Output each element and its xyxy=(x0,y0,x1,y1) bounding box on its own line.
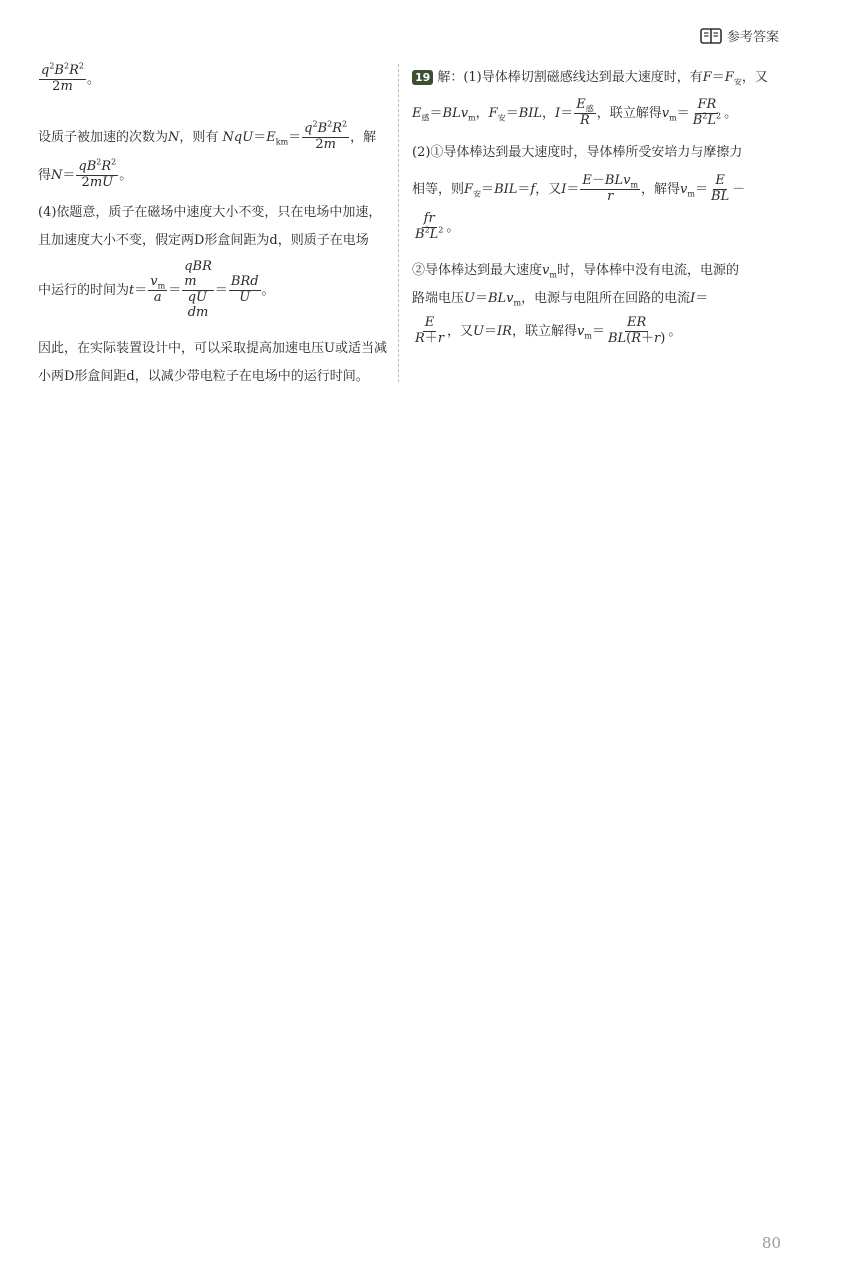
page-number: 80 xyxy=(761,1234,781,1252)
right-line-7: 路端电压U＝BLv$_m$，电源与电阻所在回路的电流I＝ xyxy=(412,291,709,308)
left-line-6: 中运行的时间为t＝ $\frac{v_m}{a}$ ＝ qBR m qU dm ＝ $\frac{\text{BRd}}{U}$ 。 xyxy=(38,259,275,320)
page-header xyxy=(700,26,779,45)
column-divider xyxy=(398,64,399,382)
right-line-4: 相等，则$F_安=BIL=f$，又I＝ $\frac{E-BLv_m}{r}$ ，解得$v_m=$ $\frac{E}{BL}$ － xyxy=(412,173,746,204)
left-line-5: 且加速度大小不变，假定两D形盒间距为d，则质子在电场 xyxy=(38,233,369,248)
left-line-8: 小两D形盒间距d，以减少带电粒子在电场中的运行时间。 xyxy=(38,369,369,384)
right-line-5: $\frac{fr}{B^2L^2}$ 。 xyxy=(415,211,460,242)
left-line-1: $\frac{q^2B^2R^2}{2m}$ 。 xyxy=(41,61,100,94)
left-line-3: 得N＝ $\frac{qB^2R^2}{2mU}$ 。 xyxy=(38,157,133,190)
right-line-2: $E_感=BLv_m$，$F_安=BIL$，I＝ $\frac{E_感}{R}$ ，联立解得$v_m=$ $\frac{FR}{B^2L^2}$ 。 xyxy=(412,97,738,128)
right-line-6: ②导体棒达到最大速度$v_m$时，导体棒中没有电流，电源的 xyxy=(412,263,739,280)
right-line-8: $\frac{E}{R+r}$ ，又U＝IR，联立解得$v_m=$ $\frac{ER}{BL(R+r)}$ 。 xyxy=(415,315,682,346)
right-line-1: 19 解：(1)导体棒切割磁感线达到最大速度时，有$F=F_安$，又 xyxy=(412,70,768,85)
right-line-3: (2)①导体棒达到最大速度时，导体棒所受安培力与摩擦力 xyxy=(412,145,743,160)
question-number-badge: 19 xyxy=(412,70,433,85)
left-line-4: (4)依题意，质子在磁场中速度大小不变，只在电场中加速， xyxy=(38,205,382,220)
left-line-7: 因此，在实际装置设计中，可以采取提高加速电压U或适当减 xyxy=(38,341,387,356)
left-line-2: 设质子被加速的次数为N，则有 $NqU=E_{km}=$ $\frac{q^2B^2R^2}{2m}$ ，解 xyxy=(38,119,377,152)
section-title: 参考答案 xyxy=(726,30,779,45)
open-book-icon xyxy=(700,28,722,44)
